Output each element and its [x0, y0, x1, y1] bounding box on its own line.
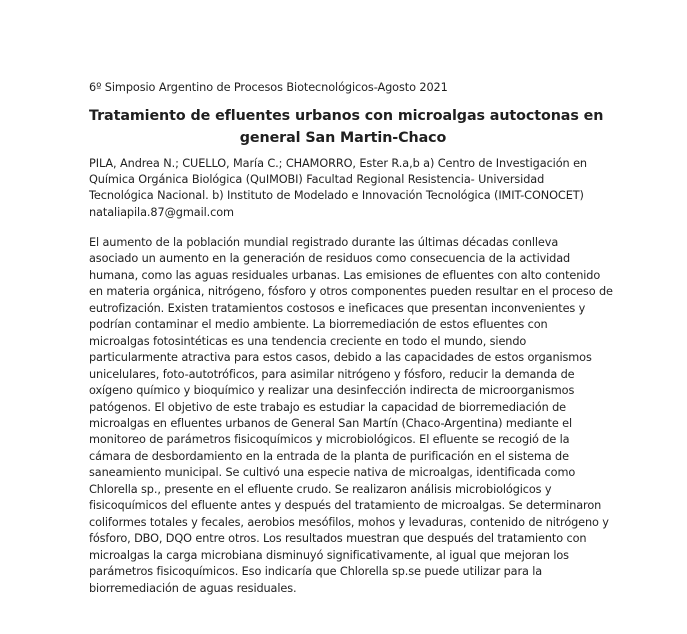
abstract-line: coliformes totales y fecales, aerobios mesófilos, mohos y levaduras, contenido de nitrógeno y [89, 515, 609, 529]
abstract-line: El aumento de la población mundial registrado durante las últimas décadas conlleva [89, 236, 559, 249]
abstract-line: fósforo, DBO, DQO entre otros. Los resultados muestran que después del tratamiento con [89, 532, 587, 546]
abstract-line: eutrofización. Existen tratamientos costosos e ineficaces que presentan inconvenientes y [89, 301, 586, 315]
abstract-line: oxígeno químico y bioquímico y realizar una desinfección indirecta de microorganismos [89, 384, 575, 398]
abstract-line: microalgas la carga microbiana disminuyó significativamente, al igual que mejoran los [89, 548, 569, 562]
contact-email: nataliapila.87@gmail.com [89, 205, 234, 219]
abstract-line: unicelulares, foto-autotróficos, para asimilar nitrógeno y fósforo, reducir la demanda de [89, 367, 575, 381]
symposium-header: 6º Simposio Argentino de Procesos Biotecnológicos-Agosto 2021 [89, 81, 448, 94]
abstract-line: patógenos. El objetivo de este trabajo es estudiar la capacidad de biorremediación de [89, 400, 566, 414]
abstract-line: asociado un aumento en la generación de residuos como consecuencia de la actividad [89, 252, 571, 266]
abstract-line: monitoreo de parámetros fisicoquímicos y microbiológicos. El efluente se recogió de la [89, 433, 570, 447]
abstract-line: podrían contaminar el medio ambiente. La biorremediación de estos efluentes con [89, 318, 548, 332]
abstract-title [89, 106, 604, 149]
abstract-line: microalgas fotosintéticas es una tendencia creciente en todo el mundo, siendo [89, 334, 527, 348]
authors-line: Tecnológica Nacional. b) Instituto de Modelado e Innovación Tecnológica (IMIT-CONOCET) [89, 189, 584, 203]
abstract-line: Chlorella sp., presente en el efluente crudo. Se realizaron análisis microbiológicos y [89, 482, 552, 496]
title-line: Tratamiento de efluentes urbanos con microalgas autoctonas en [89, 108, 604, 124]
abstract-line: particularmente atractiva para estos casos, debido a las capacidades de estos organismos [89, 351, 592, 365]
abstract-line: humana, como las aguas residuales urbanas. Las emisiones de efluentes con alto contenido [89, 268, 601, 282]
abstract-line: microalgas en efluentes urbanos de General San Martín (Chaco-Argentina) mediante el [89, 416, 573, 430]
title-line: general San Martin-Chaco [239, 129, 447, 146]
abstract-line: saneamiento municipal. Se cultivó una especie nativa de microalgas, identificada como [89, 466, 576, 480]
abstract-body [89, 235, 613, 597]
abstract-line: cámara de desbordamiento en la entrada de la planta de purificación en el sistema de [89, 449, 569, 463]
abstract-line: parámetros fisicoquímicos. Eso indicaría que Chlorella sp.se puede utilizar para la [89, 565, 543, 579]
abstract-line: biorremediación de aguas residuales. [89, 581, 297, 595]
authors-line: Química Orgánica Biológica (QuIMOBI) Facultad Regional Resistencia- Universidad [89, 173, 545, 187]
abstract-line: en materia orgánica, nitrógeno, fósforo y otros componentes pueden resultar en el proceso de [89, 285, 613, 299]
abstract-line: fisicoquímicos del efluente antes y después del tratamiento de microalgas. Se determinaron [89, 499, 602, 513]
authors-affiliations [89, 156, 599, 221]
authors-line: PILA, Andrea N.; CUELLO, María C.; CHAMORRO, Ester R.a,b a) Centro de Investigación en [89, 157, 587, 170]
